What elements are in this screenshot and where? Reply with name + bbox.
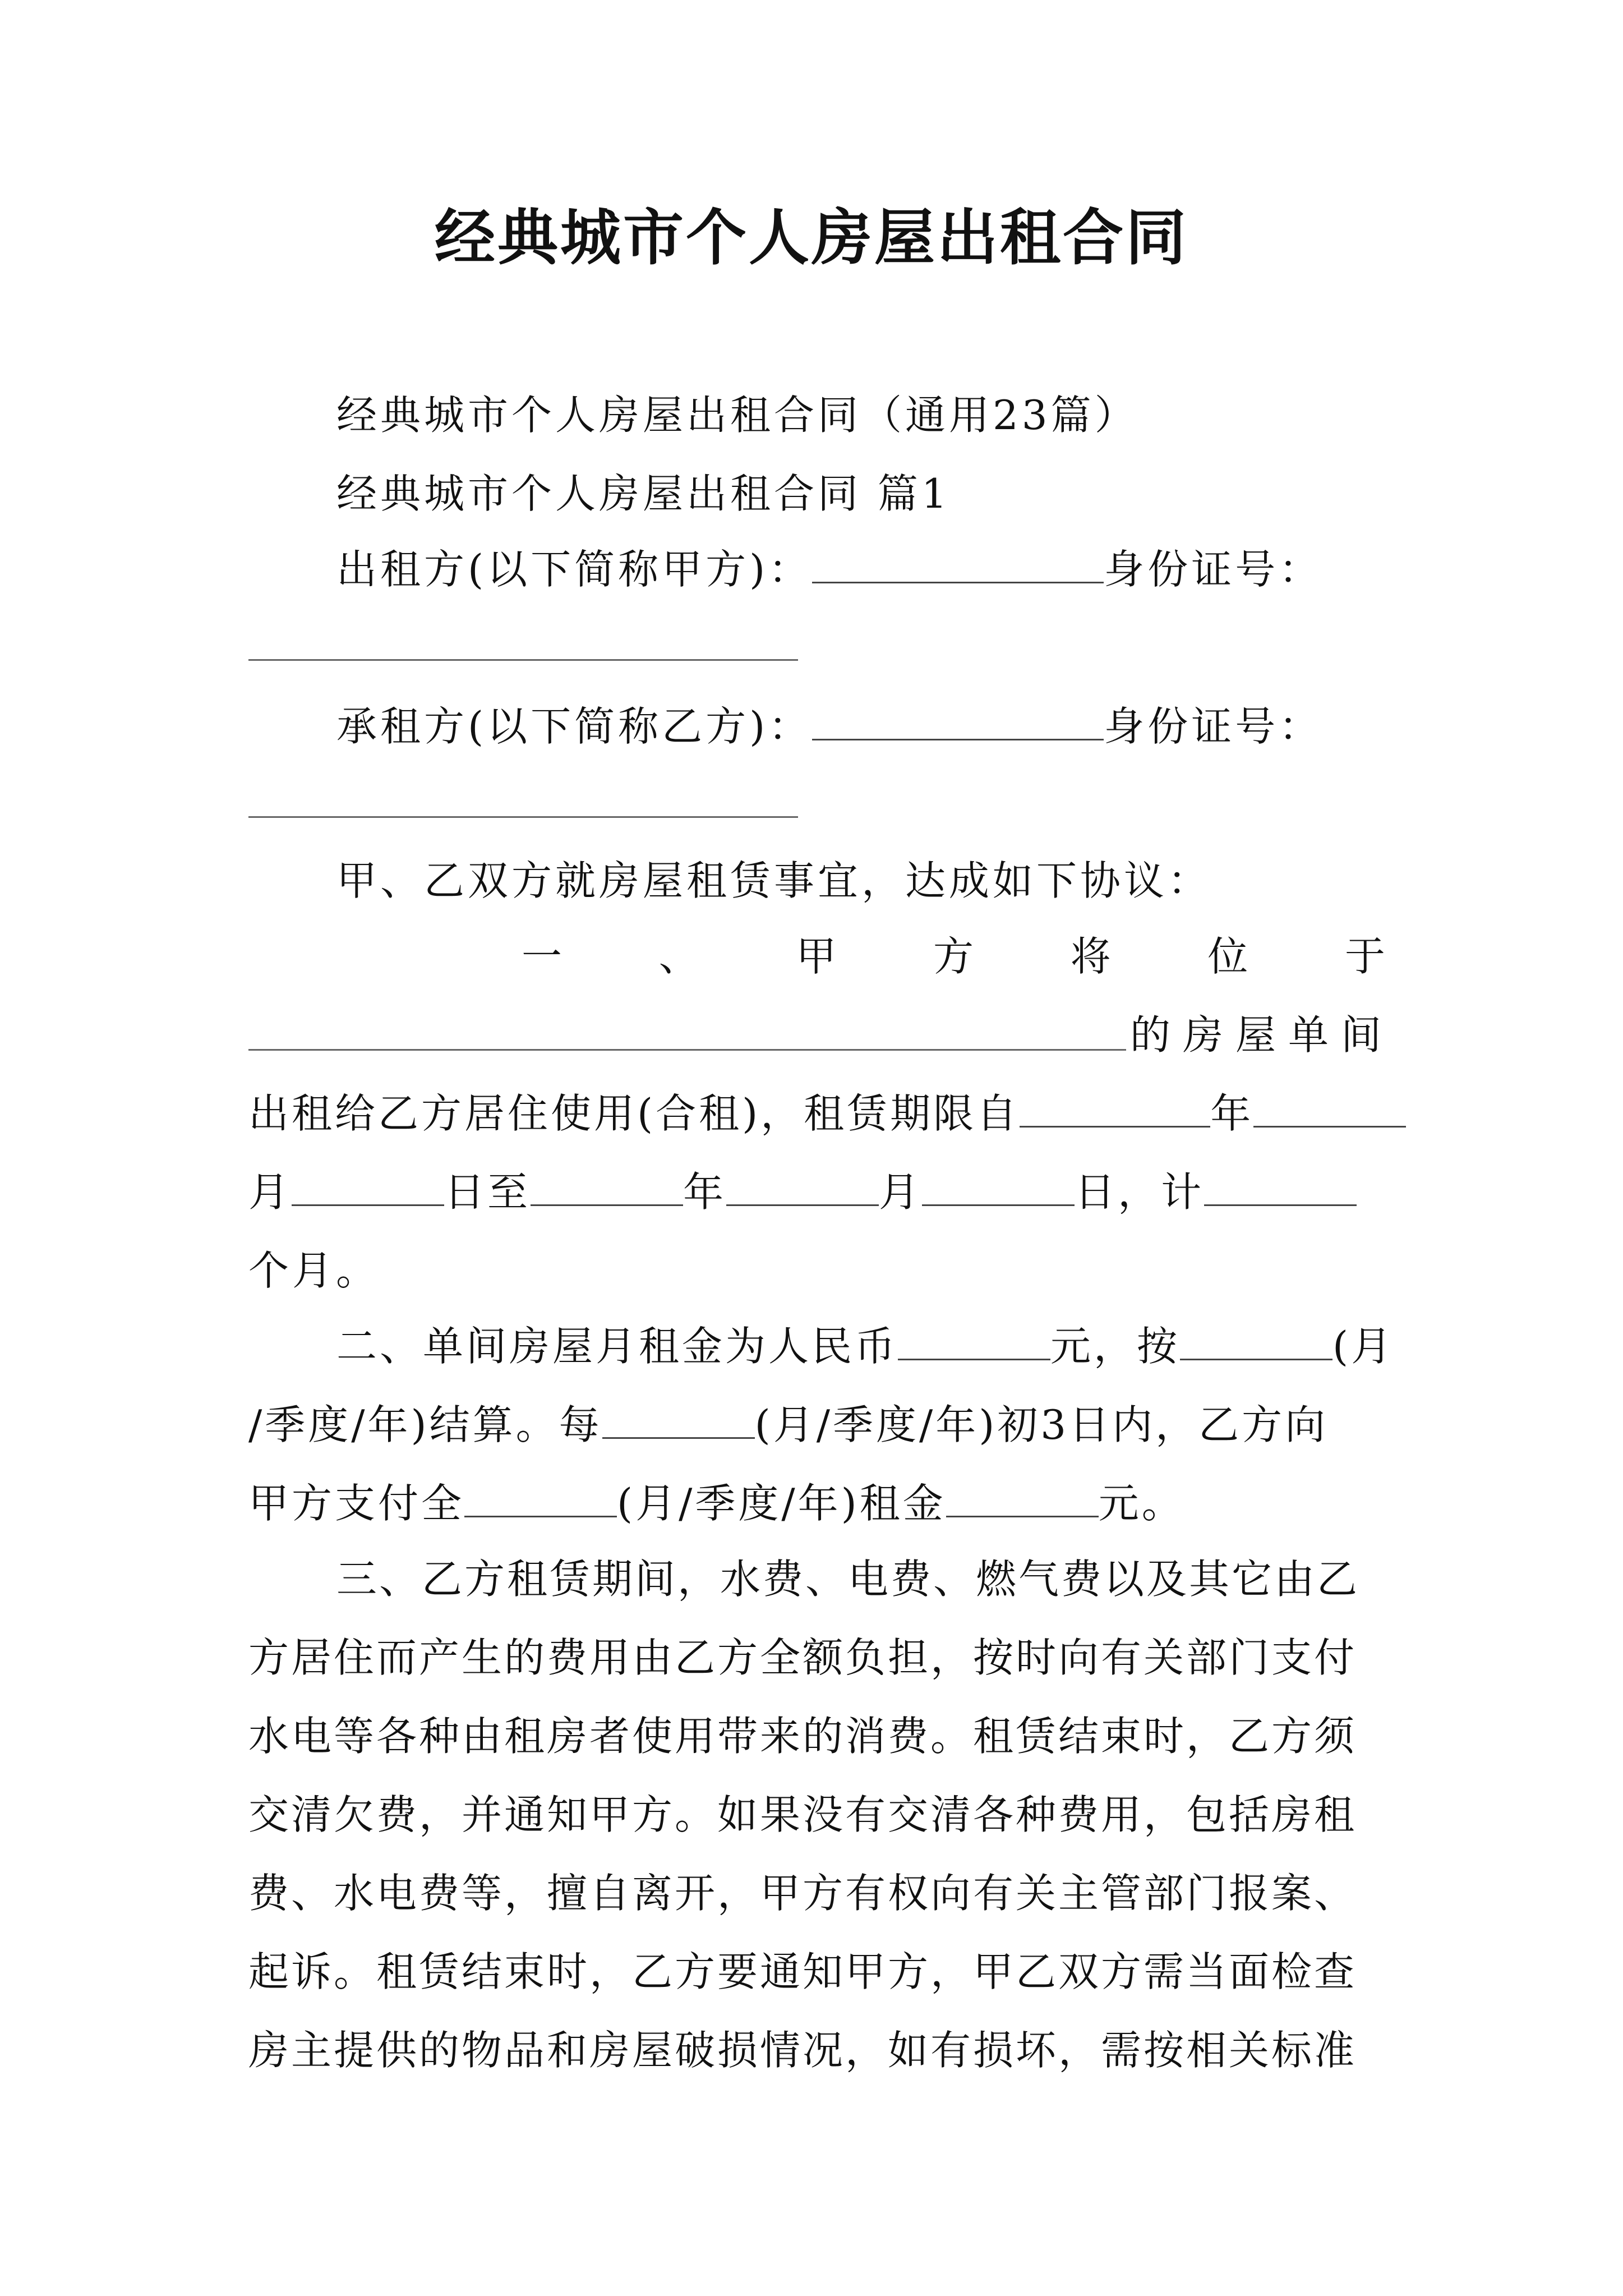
day-total-label: 日，计 — [1075, 1168, 1205, 1216]
total-months-blank[interactable] — [1204, 1165, 1357, 1206]
clause2-text: 甲方支付全 — [248, 1480, 465, 1527]
clause3-line: 起诉。租赁结束时，乙方要通知甲方，甲乙双方需当面检查 — [248, 1948, 1357, 1995]
clause2-text: /季度/年)结算。每 — [248, 1401, 602, 1448]
lessor-label: 出租方(以下简称甲方)： — [336, 546, 813, 593]
property-address-blank[interactable] — [248, 1049, 1126, 1051]
clause1-char: 甲 — [796, 933, 837, 980]
end-day-blank[interactable] — [922, 1165, 1075, 1206]
start-month-blank[interactable] — [1253, 1087, 1406, 1128]
lessor-line — [336, 541, 1322, 597]
clause1-char: 位 — [1207, 933, 1248, 980]
settlement-period-blank[interactable] — [1180, 1319, 1332, 1360]
document-title: 经典城市个人房屋出租合同 — [434, 203, 1188, 273]
clause1-char: 一 — [522, 933, 562, 980]
clause1-char: 将 — [1070, 933, 1111, 980]
month-label: 月 — [248, 1168, 292, 1216]
year-label: 年 — [1210, 1090, 1254, 1137]
lessor-id-blank[interactable] — [248, 659, 798, 661]
lessee-id-blank[interactable] — [248, 816, 798, 818]
lessor-name-blank[interactable] — [812, 542, 1104, 583]
clause2-line1 — [336, 1318, 1394, 1374]
clause1-line1 — [522, 928, 1385, 984]
section-heading: 经典城市个人房屋出租合同 篇1 — [336, 470, 951, 517]
start-day-blank[interactable] — [292, 1165, 444, 1206]
intro-paragraph: 甲、乙双方就房屋租赁事宜，达成如下协议： — [336, 857, 1212, 904]
clause1-char: 方 — [933, 933, 974, 980]
document-subtitle: 经典城市个人房屋出租合同（通用23篇） — [336, 392, 1138, 439]
clause2-text: (月/季度/年)初3日内，乙方向 — [754, 1401, 1329, 1448]
clause1-line4 — [248, 1164, 1357, 1220]
clause1-line3-text: 出租给乙方居住使用(合租)，租赁期限自 — [248, 1090, 1020, 1137]
lessor-id-label: 身份证号： — [1104, 546, 1323, 593]
full-period-blank[interactable] — [464, 1476, 617, 1517]
lessee-label: 承租方(以下简称乙方)： — [336, 703, 813, 750]
month-label: 月 — [879, 1168, 923, 1216]
end-year-blank[interactable] — [531, 1165, 683, 1206]
lessee-name-blank[interactable] — [812, 700, 1104, 740]
clause3-line: 水电等各种由租房者使用带来的消费。租赁结束时，乙方须 — [248, 1713, 1357, 1760]
clause2-text: (月/季度/年)租金 — [617, 1480, 946, 1527]
clause1-line2-tail: 的房屋单间 — [1130, 1011, 1394, 1059]
clause3-line: 三、乙方租赁期间，水费、电费、燃气费以及其它由乙 — [336, 1556, 1360, 1603]
clause2-text: 二、单间房屋月租金为人民币 — [336, 1323, 898, 1370]
clause1-char: 于 — [1344, 933, 1385, 980]
lessee-id-label: 身份证号： — [1104, 703, 1323, 750]
rent-amount-blank[interactable] — [946, 1476, 1099, 1517]
monthly-rent-blank[interactable] — [898, 1319, 1050, 1360]
day-to-label: 日至 — [444, 1168, 531, 1216]
clause2-text: 元。 — [1098, 1480, 1185, 1527]
clause3-line: 房主提供的物品和房屋破损情况，如有损坏，需按相关标准 — [248, 2027, 1357, 2074]
clause1-line5: 个月。 — [248, 1247, 380, 1294]
clause2-text: 元，按 — [1050, 1323, 1181, 1370]
start-year-blank[interactable] — [1020, 1087, 1210, 1128]
end-month-blank[interactable] — [726, 1165, 879, 1206]
clause3-line: 费、水电费等，擅自离开，甲方有权向有关主管部门报案、 — [248, 1870, 1357, 1917]
clause2-line3 — [248, 1475, 1185, 1531]
clause1-line3 — [248, 1085, 1406, 1142]
payment-period-blank[interactable] — [602, 1398, 755, 1439]
clause3-line: 方居住而产生的费用由乙方全额负担，按时向有关部门支付 — [248, 1634, 1357, 1681]
clause2-line2 — [248, 1397, 1328, 1453]
clause2-text: (月 — [1332, 1323, 1395, 1370]
clause3-line: 交清欠费，并通知甲方。如果没有交清各种费用，包括房租 — [248, 1791, 1357, 1838]
year-label: 年 — [683, 1168, 727, 1216]
lessee-line — [336, 698, 1322, 754]
clause1-char: 、 — [658, 933, 699, 980]
